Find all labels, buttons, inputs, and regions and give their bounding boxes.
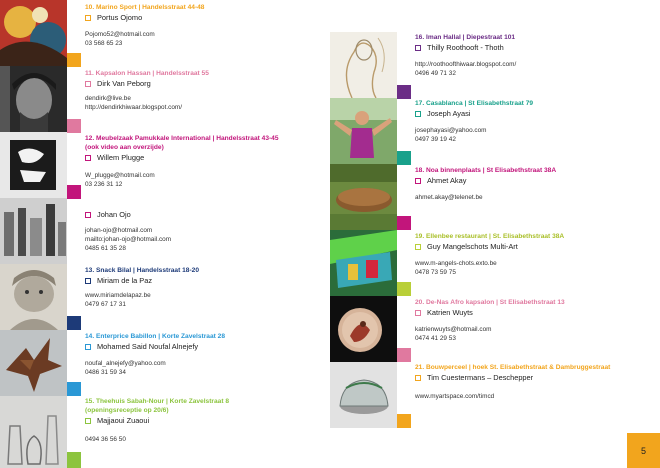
- entry-title: 21. Bouwperceel | hoek St. Elisabethstraat & Dambruggestraat: [415, 364, 611, 371]
- entry-title: 13. Snack Bilal | Handelsstraat 18-20: [85, 267, 199, 274]
- entry-title: 11. Kapsalon Hassan | Handelsstraat 55: [85, 70, 209, 77]
- entry-person: [85, 342, 225, 351]
- entry-18-noa-binnenplaats: [415, 166, 556, 202]
- person-name: Mohamed Said Noufal Alnejefy: [97, 342, 199, 351]
- glass-vases-photo: [0, 396, 67, 468]
- entry-19-ellenbee-restaurant: [415, 232, 564, 277]
- entry-person: [415, 242, 564, 251]
- entry-person: [415, 373, 610, 382]
- entry-note: (openingsreceptie op 20/6): [85, 407, 169, 414]
- contact-line: 0486 31 59 34: [85, 369, 126, 376]
- person-name: Guy Mangelschots Multi-Art: [427, 242, 518, 251]
- entry-title: 16. Iman Hallal | Diepestraat 101: [415, 34, 516, 41]
- entry-title: 10. Marino Sport | Handelsstraat 44-48: [85, 4, 205, 11]
- entry-contact: [85, 30, 204, 48]
- person-name: Joseph Ayasi: [427, 109, 471, 118]
- entry-contact: [415, 60, 516, 78]
- entry-11-kapsalon-hassan: [85, 69, 209, 112]
- entry-contact: [85, 359, 225, 377]
- checkbox-icon: [85, 212, 91, 218]
- entry-14-enterprice-babillon: [85, 332, 225, 377]
- entry-person: [85, 153, 279, 162]
- entry-20-de-nas-afro-kapsalon: [415, 298, 565, 343]
- checkbox-icon: [415, 310, 421, 316]
- artist-portrait-photo: [0, 66, 67, 132]
- contact-line: Pojomo52@hotmail.com: [85, 31, 155, 38]
- contact-line: 03 236 31 12: [85, 181, 123, 188]
- entry-contact: [85, 171, 279, 189]
- color-tab-pink: [67, 119, 81, 133]
- contact-line: 0479 67 17 31: [85, 301, 126, 308]
- contact-line: 0497 39 19 42: [415, 136, 456, 143]
- person-name: Miriam de la Paz: [97, 276, 153, 285]
- checkbox-icon: [415, 178, 421, 184]
- contact-line: dendirk@live.be: [85, 95, 131, 102]
- courtyard-sculpture-photo: [330, 164, 397, 230]
- contact-line: johan-ojo@hotmail.com: [85, 227, 153, 234]
- checkbox-icon: [85, 155, 91, 161]
- person-name: Dirk Van Peborg: [97, 79, 151, 88]
- entry-person: [85, 13, 204, 22]
- entry-13-snack-bilal: [85, 266, 199, 309]
- contact-line: http://dendirkhiwaar.blogspot.com/: [85, 104, 182, 111]
- contact-line: 03 568 65 23: [85, 40, 123, 47]
- entry-12-johan-ojo: [85, 209, 171, 253]
- entry-person: [85, 276, 199, 285]
- contact-line: 0496 49 71 32: [415, 70, 456, 77]
- entry-contact: [85, 435, 229, 444]
- contact-line: mailto:johan-ojo@hotmail.com: [85, 236, 172, 243]
- person-name: Katrien Wuyts: [427, 308, 473, 317]
- checkbox-icon: [85, 278, 91, 284]
- contact-line: www.myartspace.com/timcd: [415, 393, 495, 400]
- contact-line: 0474 41 29 53: [415, 335, 456, 342]
- entry-contact: [415, 126, 533, 144]
- entry-person: [85, 416, 229, 425]
- color-tab-magenta: [67, 185, 81, 199]
- contact-line: josephayasi@yahoo.com: [415, 127, 487, 134]
- checkbox-icon: [415, 45, 421, 51]
- drawing-portrait-photo: [0, 264, 67, 330]
- contact-line: noufal_alnejefy@yahoo.com: [85, 360, 166, 367]
- contact-line: ahmet.akay@telenet.be: [415, 194, 483, 201]
- checkbox-icon: [415, 244, 421, 250]
- color-tab-magenta: [397, 216, 411, 230]
- color-tab-blue: [67, 382, 81, 396]
- entry-person: [415, 176, 556, 185]
- entry-title: 14. Enterprice Babillon | Korte Zavelstraat 28: [85, 333, 225, 340]
- checkbox-icon: [85, 344, 91, 350]
- entry-title: 12. Meubelzaak Pamukkale International | Handelsstraat 43-45: [85, 135, 279, 142]
- circular-painting-photo: [330, 296, 397, 362]
- entry-title: 15. Theehuis Sabah-Nour | Korte Zavelstraat 8: [85, 398, 230, 405]
- color-tab-green: [67, 452, 81, 468]
- checkbox-icon: [85, 81, 91, 87]
- entry-title: 18. Noa binnenplaats | St Elisabethstraat 38A: [415, 167, 557, 174]
- entry-person: [415, 43, 516, 52]
- entry-contact: [415, 325, 565, 343]
- contact-line: www.miriamdelapaz.be: [85, 292, 151, 299]
- artwork-image-1: [0, 0, 67, 66]
- entry-person: [85, 79, 209, 88]
- contact-line: 0485 61 35 28: [85, 245, 126, 252]
- contact-line: http://roothoofthiwaar.blogspot.com/: [415, 61, 517, 68]
- contact-line: 0478 73 59 75: [415, 269, 456, 276]
- contact-line: www.m-angels-chots.exto.be: [415, 260, 497, 267]
- color-tab-navy: [67, 316, 81, 330]
- sketch-figure-image: [330, 32, 397, 98]
- person-name: Johan Ojo: [97, 210, 131, 219]
- entry-contact: [415, 392, 610, 401]
- colorful-installation-photo: [330, 230, 397, 296]
- bird-sculpture-photo: [0, 330, 67, 396]
- entry-title: 17. Casablanca | St Elisabethstraat 79: [415, 100, 534, 107]
- entry-10-marino-sport: [85, 3, 204, 48]
- entry-title: 20. De-Nas Afro kapsalon | St Elisabethstraat 13: [415, 299, 565, 306]
- entry-15-theehuis-sabah-nour: [85, 397, 229, 444]
- entry-note: (ook video aan overzijde): [85, 144, 164, 151]
- contact-line: katrienwuyts@hotmail.com: [415, 326, 492, 333]
- entry-16-iman-hallal: [415, 33, 516, 78]
- color-tab-green: [397, 282, 411, 296]
- contact-line: W_plugge@hotmail.com: [85, 172, 155, 179]
- performer-photo: [330, 98, 397, 164]
- glass-dome-photo: [330, 362, 397, 428]
- entry-contact: [85, 226, 171, 253]
- entry-contact: [85, 94, 209, 112]
- entry-12-meubelzaak: [85, 134, 279, 189]
- contact-line: 0494 36 56 50: [85, 436, 126, 443]
- entry-21-bouwperceel: [415, 363, 610, 401]
- checkbox-icon: [85, 418, 91, 424]
- checkbox-icon: [415, 375, 421, 381]
- person-name: Tim Cuestermans – Deschepper: [427, 373, 534, 382]
- furniture-photo: [0, 132, 67, 198]
- person-name: Thilly Roothooft - Thoth: [427, 43, 504, 52]
- checkbox-icon: [85, 15, 91, 21]
- color-tab-orange: [397, 414, 411, 428]
- entry-person: [415, 109, 533, 118]
- checkbox-icon: [415, 111, 421, 117]
- entry-contact: [415, 193, 556, 202]
- entry-17-casablanca: [415, 99, 533, 144]
- color-tab-pink: [397, 348, 411, 362]
- color-tab-purple: [397, 85, 411, 99]
- person-name: Willem Plugge: [97, 153, 145, 162]
- color-tab-white: [67, 251, 81, 265]
- entry-contact: [415, 259, 564, 277]
- color-tab-orange: [67, 53, 81, 67]
- person-name: Portus Ojomo: [97, 13, 143, 22]
- entry-person: [85, 210, 171, 219]
- entry-contact: [85, 291, 199, 309]
- person-name: Ahmet Akay: [427, 176, 467, 185]
- entry-person: [415, 308, 565, 317]
- bottles-photo: [0, 198, 67, 264]
- color-tab-teal: [397, 151, 411, 165]
- person-name: Majjaoui Zuaoui: [97, 416, 150, 425]
- page-number: 5: [627, 433, 660, 468]
- entry-title: 19. Ellenbee restaurant | St. Elisabethstraat 38A: [415, 233, 565, 240]
